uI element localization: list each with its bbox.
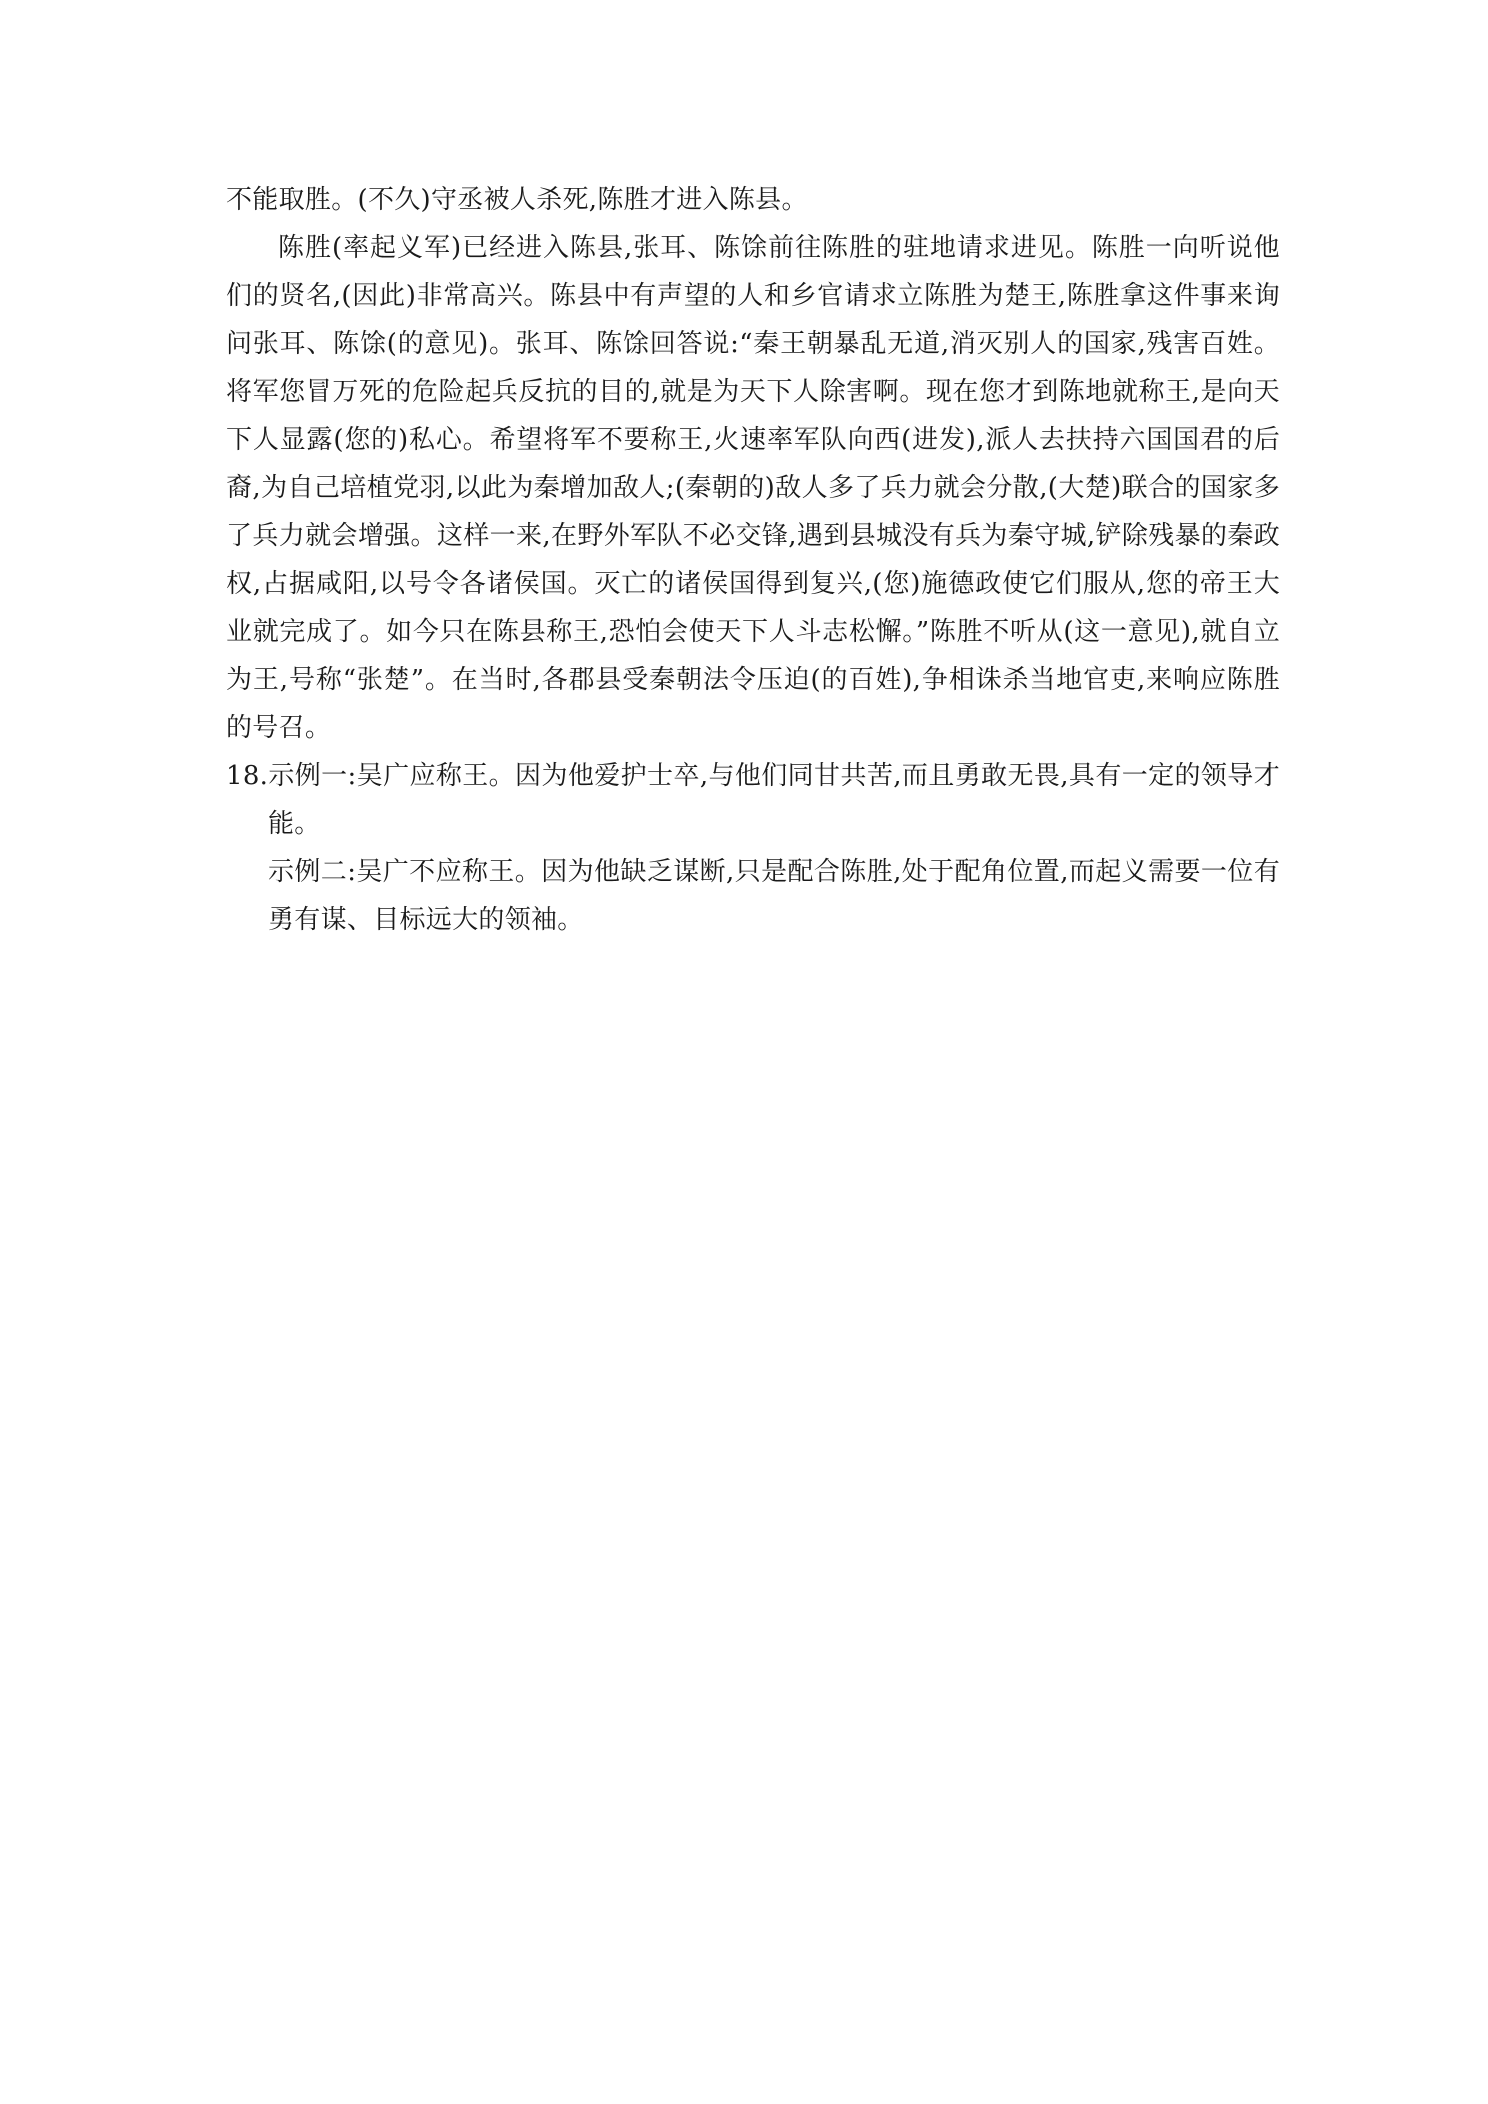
answer-example-1-text: 示例一:吴广应称王。因为他爱护士卒,与他们同甘共苦,而且勇敢无畏,具有一定的领导才能。 (268, 761, 1280, 839)
paragraph-continuation: 不能取胜。(不久)守丞被人杀死,陈胜才进入陈县。 (226, 185, 808, 215)
answer-18-example-1 (226, 752, 1280, 848)
document-body (226, 176, 1280, 944)
paragraph-translation: 陈胜(率起义军)已经进入陈县,张耳、陈馀前往陈胜的驻地请求进见。陈胜一向听说他们的贤名,(因此)非常高兴。陈县中有声望的人和乡官请求立陈胜为楚王,陈胜拿这件事来询问张耳、陈馀(的意见)。张耳、陈馀回答说:“秦王朝暴乱无道,消灭别人的国家,残害百姓。将军您冒万死的危险起兵反抗的目的,就是为天下人除害啊。现在您才到陈地就称王,是向天下人显露(您的)私心。希望将军不要称王,火速率军队向西(进发),派人去扶持六国国君的后裔,为自己培植党羽,以此为秦增加敌人;(秦朝的)敌人多了兵力就会分散,(大楚)联合的国家多了兵力就会增强。这样一来,在野外军队不必交锋,遇到县城没有兵为秦守城,铲除残暴的秦政权,占据咸阳,以号令各诸侯国。灭亡的诸侯国得到复兴,(您)施德政使它们服从,您的帝王大业就完成了。如今只在陈县称王,恐怕会使天下人斗志松懈。”陈胜不听从(这一意见),就自立为王,号称“张楚”。在当时,各郡县受秦朝法令压迫(的百姓),争相诛杀当地官吏,来响应陈胜的号召。 (226, 233, 1280, 743)
answer-number: 18. (226, 761, 269, 791)
answer-18-example-2: 示例二:吴广不应称王。因为他缺乏谋断,只是配合陈胜,处于配角位置,而起义需要一位有勇有谋、目标远大的领袖。 (268, 857, 1280, 935)
